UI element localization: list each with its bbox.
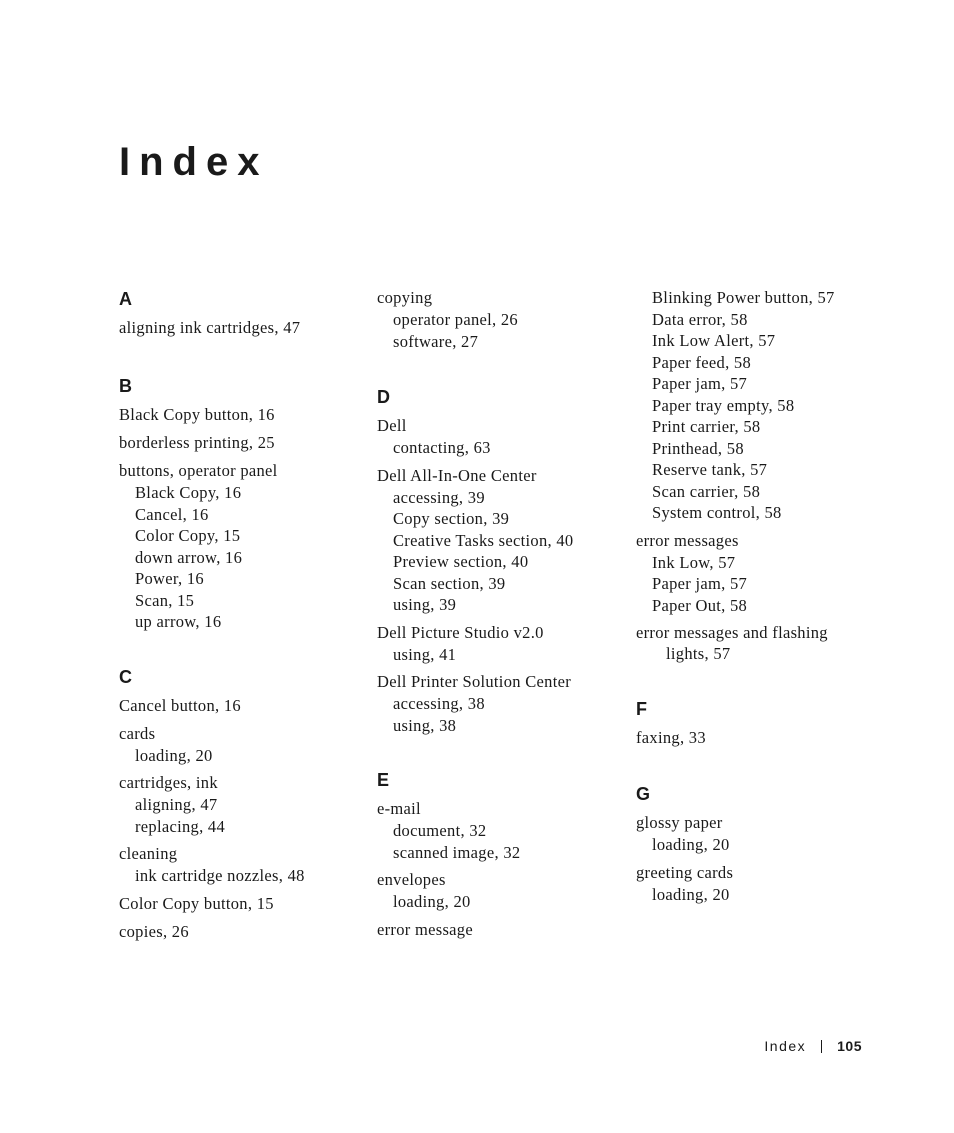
- index-subentry: replacing, 44: [135, 816, 226, 836]
- index-column-1: [119, 287, 359, 943]
- index-entry: [377, 869, 617, 913]
- index-entry: [377, 465, 617, 616]
- index-subentry: Black Copy, 16: [135, 483, 242, 502]
- index-term: aligning ink cartridges, 47: [119, 318, 301, 337]
- index-entry: [636, 287, 876, 524]
- index-subentry: accessing, 39: [393, 487, 485, 507]
- index-entry: [636, 727, 876, 749]
- footer-title: Index: [764, 1038, 807, 1054]
- index-entry: [119, 843, 359, 887]
- index-subentry: using, 38: [393, 715, 457, 735]
- index-subentry: down arrow, 16: [135, 547, 243, 567]
- index-subentry: scanned image, 32: [393, 842, 521, 862]
- index-subentry: loading, 20: [135, 745, 213, 765]
- index-term: cleaning: [119, 844, 178, 863]
- index-subentry: Ink Low Alert, 57: [652, 331, 776, 350]
- index-subentry: accessing, 38: [393, 694, 485, 713]
- index-subentry: Paper jam, 57: [652, 574, 748, 593]
- index-subentry: loading, 20: [652, 884, 730, 904]
- index-subentry: using, 41: [393, 644, 457, 664]
- index-subentry: aligning, 47: [135, 795, 218, 814]
- index-subentry: Copy section, 39: [393, 509, 510, 528]
- index-subentry: using, 39: [393, 595, 457, 614]
- index-term: Dell: [377, 416, 407, 435]
- index-subentry: Power, 16: [135, 569, 204, 588]
- index-subentry: up arrow, 16: [135, 612, 222, 631]
- index-term: Dell Printer Solution Center: [377, 672, 572, 691]
- index-entry: [636, 622, 876, 664]
- index-term: copies, 26: [119, 921, 189, 941]
- page-footer: [764, 1038, 862, 1054]
- section-letter-f: F: [636, 699, 648, 719]
- index-subentry: Paper Out, 58: [652, 595, 748, 615]
- index-entry: [119, 695, 359, 717]
- index-subentry: System control, 58: [652, 503, 782, 522]
- section-letter-d: D: [377, 387, 391, 407]
- index-term: glossy paper: [636, 813, 723, 832]
- index-subentry: Paper tray empty, 58: [652, 395, 795, 415]
- index-subentry: Printhead, 58: [652, 438, 744, 458]
- index-term: e-mail: [377, 799, 421, 818]
- index-subentry: Creative Tasks section, 40: [393, 530, 574, 550]
- index-entry: [119, 317, 359, 339]
- index-term: cartridges, ink: [119, 773, 218, 792]
- index-subentry: loading, 20: [652, 835, 730, 854]
- section-letter-a: A: [119, 289, 133, 309]
- index-entry: [636, 530, 876, 617]
- index-term: greeting cards: [636, 862, 734, 882]
- index-term: Dell All-In-One Center: [377, 465, 537, 485]
- index-entry: [377, 622, 617, 666]
- page-title: Index: [119, 140, 269, 184]
- index-term: borderless printing, 25: [119, 433, 275, 452]
- index-column-3: [636, 287, 876, 905]
- index-entry: [377, 919, 617, 941]
- index-entry: [377, 798, 617, 863]
- index-subentry: software, 27: [393, 331, 479, 351]
- index-subentry: Blinking Power button, 57: [652, 288, 835, 307]
- index-term: copying: [377, 288, 433, 307]
- index-entry: [377, 415, 617, 459]
- index-entry: [119, 893, 359, 915]
- index-subentry: document, 32: [393, 821, 487, 840]
- index-term: error messages: [636, 530, 739, 550]
- index-term-continuation: lights, 57: [666, 644, 731, 663]
- index-subentry: loading, 20: [393, 892, 471, 911]
- index-subentry: Scan carrier, 58: [652, 481, 761, 501]
- index-subentry: Scan, 15: [135, 590, 195, 610]
- index-term: error message: [377, 919, 473, 939]
- index-entry: [119, 460, 359, 633]
- index-subentry: Scan section, 39: [393, 573, 506, 593]
- index-subentry: Paper feed, 58: [652, 352, 752, 372]
- index-entry: [377, 671, 617, 736]
- index-subentry: Paper jam, 57: [652, 374, 748, 393]
- index-entry: [636, 862, 876, 906]
- index-entry: [119, 772, 359, 837]
- index-term: faxing, 33: [636, 728, 706, 747]
- index-subentry: Color Copy, 15: [135, 526, 241, 545]
- index-term: Color Copy button, 15: [119, 893, 274, 913]
- footer-separator: [821, 1040, 822, 1053]
- index-term: cards: [119, 723, 156, 743]
- index-term: Dell Picture Studio v2.0: [377, 622, 544, 642]
- index-entry: [119, 921, 359, 943]
- index-term: buttons, operator panel: [119, 461, 278, 480]
- index-subentry: Preview section, 40: [393, 552, 529, 571]
- page-number: 105: [837, 1038, 862, 1054]
- index-subentry: operator panel, 26: [393, 310, 518, 329]
- index-term: Black Copy button, 16: [119, 405, 275, 424]
- index-subentry: Ink Low, 57: [652, 552, 736, 572]
- index-term: envelopes: [377, 870, 446, 889]
- index-subentry: ink cartridge nozzles, 48: [135, 866, 305, 885]
- index-entry: [636, 812, 876, 856]
- index-subentry: contacting, 63: [393, 438, 491, 457]
- index-term: error messages and flashing: [636, 623, 828, 642]
- index-entry: [119, 723, 359, 767]
- index-entry: [119, 404, 359, 426]
- section-letter-e: E: [377, 770, 390, 790]
- section-letter-b: B: [119, 376, 133, 396]
- index-entry: [119, 432, 359, 454]
- index-subentry: Data error, 58: [652, 309, 748, 329]
- index-subentry: Print carrier, 58: [652, 417, 761, 436]
- index-column-2: [377, 287, 617, 941]
- index-subentry: Cancel, 16: [135, 504, 209, 524]
- index-term: Cancel button, 16: [119, 695, 241, 715]
- section-letter-c: C: [119, 666, 133, 687]
- index-subentry: Reserve tank, 57: [652, 460, 768, 479]
- section-letter-g: G: [636, 784, 651, 804]
- index-entry: [377, 287, 617, 352]
